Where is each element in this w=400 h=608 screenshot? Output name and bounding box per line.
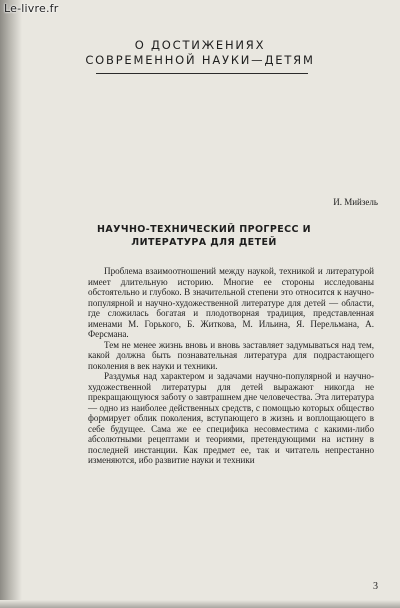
heading-rule — [96, 73, 308, 74]
section-heading — [60, 38, 340, 68]
paragraph: Раздумья над характером и задачами научно-популярной и научно-художественной литературы для детей выражают никогда не прекращающуюся заботу о завтрашнем дне человечества. Эта литература — одно из наиболее действенных средств, с помощью которых общество формирует облик поколения, вступающего в жизнь и воплощающего в себе будущее. Сама же ее специфика несовместима с какими-либо абсолютными рецептами и теориями, претендующими на истину в последней инстанции. Как предмет ее, так и читатель непрестанно изменяются, ибо развитие науки и техники — [88, 371, 374, 465]
page-edge — [0, 600, 400, 608]
paragraph: Проблема взаимоотношений между наукой, техникой и литературой имеет длительную историю. Многие ее стороны исследованы обстоятельно и глубоко. В значительной степени это относится к научно-популярной и научно-художественной литературе для детей — области, где сложилась богатая и плодотворная традиция, представленная именами М. Горького, Б. Житкова, М. Ильина, Я. Перельмана, А. Ферсмана. — [88, 266, 374, 339]
article-body — [88, 266, 374, 466]
section-heading-line-1: О ДОСТИЖЕНИЯХ — [134, 38, 266, 52]
paragraph: Тем не менее жизнь вновь и вновь заставляет задумываться над тем, какой должна быть познавательная литература для подрастающего поколения в век науки и техники. — [88, 339, 374, 371]
author-name: И. Мийзель — [333, 197, 378, 207]
article-title-line-2: ЛИТЕРАТУРА ДЛЯ ДЕТЕЙ — [131, 237, 277, 248]
section-heading-line-2: СОВРЕМЕННОЙ НАУКИ—ДЕТЯМ — [85, 53, 315, 67]
page-number: 3 — [373, 581, 378, 592]
spine-shadow — [0, 0, 22, 608]
article-title — [86, 223, 322, 249]
watermark: Le-livre.fr — [4, 2, 59, 15]
article-title-line-1: НАУЧНО-ТЕХНИЧЕСКИЙ ПРОГРЕСС И — [97, 224, 311, 235]
